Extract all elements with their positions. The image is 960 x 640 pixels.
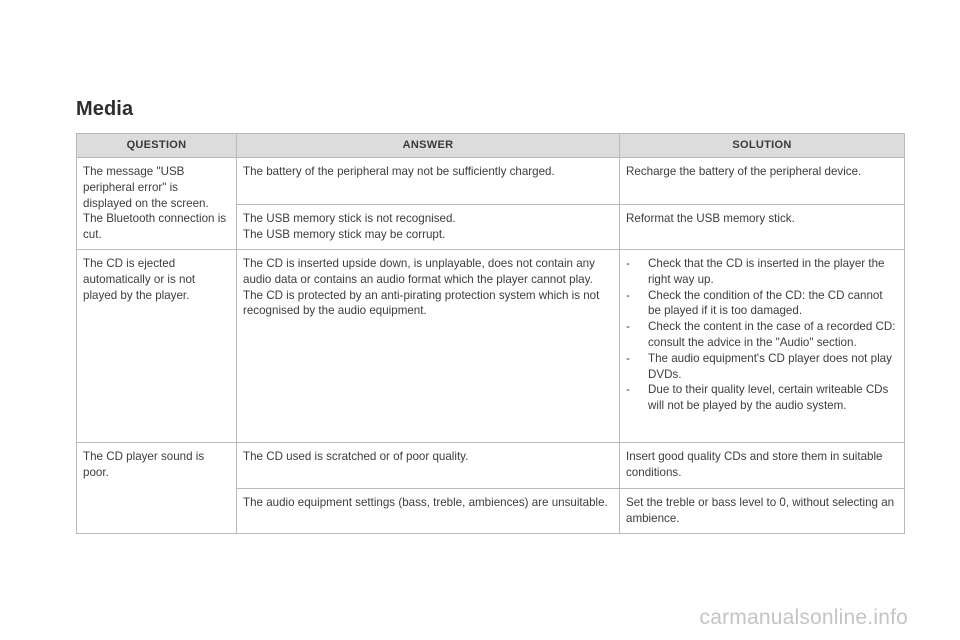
list-item (626, 382, 898, 414)
dash-bullet: - (626, 383, 630, 397)
list-item (626, 288, 898, 320)
solution-cell: Set the treble or bass level to 0, without selecting an ambience. (620, 488, 905, 533)
dash-bullet: - (626, 351, 630, 365)
answer-cell: The audio equipment settings (bass, treble, ambiences) are unsuitable. (237, 488, 620, 533)
solution-cell: Insert good quality CDs and store them in suitable conditions. (620, 442, 905, 488)
list-item (626, 256, 898, 288)
list-item (626, 351, 898, 383)
list-item (626, 319, 898, 351)
list-item-text: Check that the CD is inserted in the player the right way up. (648, 256, 885, 286)
solution-cell: Reformat the USB memory stick. (620, 204, 905, 249)
column-header-solution: SOLUTION (620, 134, 905, 158)
solution-cell (620, 249, 905, 442)
list-item-text: Check the condition of the CD: the CD cannot be played if it is too damaged. (648, 288, 883, 318)
solution-list (626, 256, 898, 414)
answer-cell: The battery of the peripheral may not be sufficiently charged. (237, 158, 620, 205)
dash-bullet: - (626, 288, 630, 302)
page-title: Media (76, 98, 134, 120)
watermark-text: carmanualsonline.info (699, 606, 908, 629)
list-item-text: Check the content in the case of a recorded CD: consult the advice in the "Audio" section. (648, 320, 896, 349)
faq-table (76, 133, 905, 534)
table-row (77, 158, 905, 205)
column-header-question: QUESTION (77, 134, 237, 158)
question-cell: The message "USB peripheral error" is displayed on the screen. The Bluetooth connection is cut. (77, 158, 237, 250)
solution-cell: Recharge the battery of the peripheral device. (620, 158, 905, 205)
table-row (77, 249, 905, 442)
table-header-row (77, 134, 905, 158)
answer-cell: The CD used is scratched or of poor quality. (237, 442, 620, 488)
answer-cell: The USB memory stick is not recognised. The USB memory stick may be corrupt. (237, 204, 620, 249)
question-cell: The CD is ejected automatically or is not played by the player. (77, 249, 237, 442)
answer-cell: The CD is inserted upside down, is unplayable, does not contain any audio data or contains an audio format which the player cannot play. The CD is protected by an anti-pirating protection system which is not recognised by the audio equipment. (237, 249, 620, 442)
list-item-text: Due to their quality level, certain writeable CDs will not be played by the audio system. (648, 383, 889, 413)
question-cell: The CD player sound is poor. (77, 442, 237, 533)
column-header-answer: ANSWER (237, 134, 620, 158)
dash-bullet: - (626, 320, 630, 334)
table-row (77, 442, 905, 488)
list-item-text: The audio equipment's CD player does not play DVDs. (648, 351, 892, 381)
dash-bullet: - (626, 256, 630, 270)
